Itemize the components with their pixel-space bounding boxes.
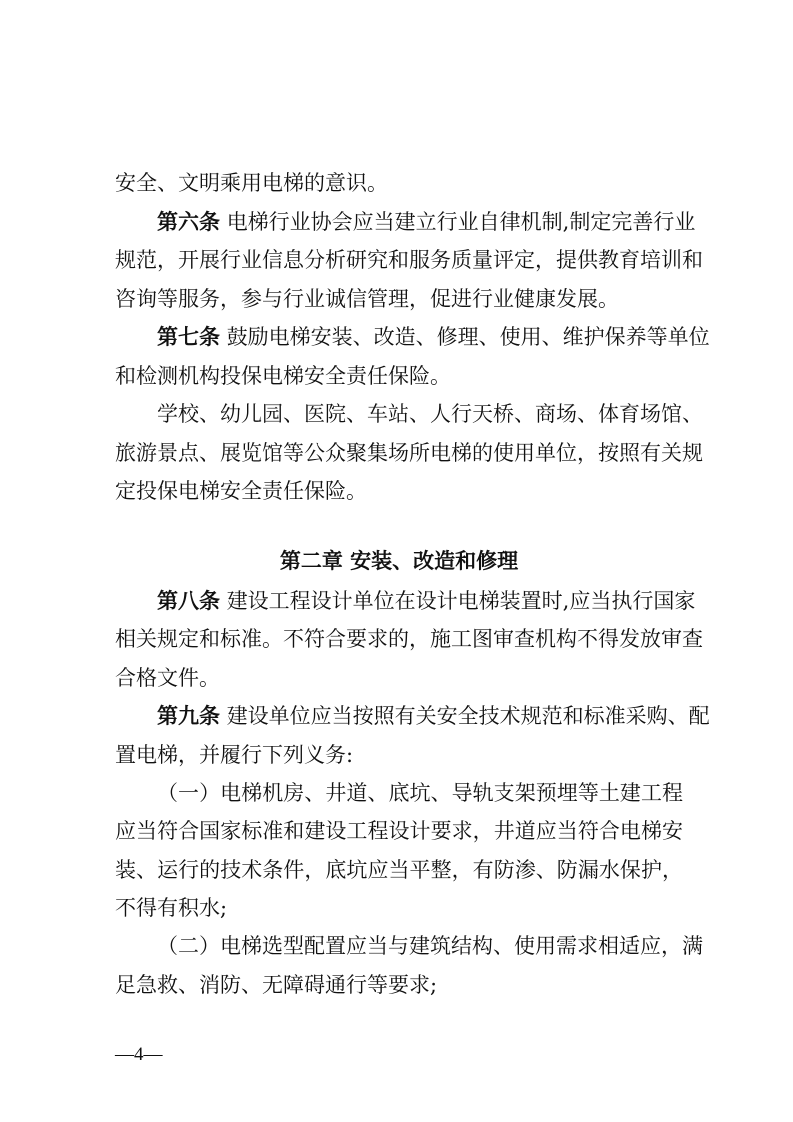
article-7-heading: 第七条: [157, 325, 220, 349]
body-line: 和检测机构投保电梯安全责任保险。: [115, 364, 451, 388]
list-item-2-line: （二）电梯选型配置应当与建筑结构、使用需求相适应，满: [157, 934, 703, 958]
list-item-1-line: （一）电梯机房、井道、底坑、导轨支架预埋等土建工程: [157, 781, 683, 805]
body-line: 相关规定和标准。不符合要求的，施工图审查机构不得发放审查: [115, 627, 703, 651]
body-line: 足急救、消防、无障碍通行等要求;: [115, 973, 438, 997]
article-6-line: [157, 210, 696, 234]
body-line: 应当符合国家标准和建设工程设计要求，井道应当符合电梯安: [115, 819, 683, 843]
body-line: 定投保电梯安全责任保险。: [115, 479, 367, 503]
article-6-text: 电梯行业协会应当建立行业自律机制,制定完善行业: [226, 210, 696, 234]
body-line: 装、运行的技术条件，底坑应当平整，有防渗、防漏水保护，: [115, 858, 683, 882]
article-7-text: 鼓励电梯安装、改造、修理、使用、维护保养等单位: [226, 325, 710, 349]
body-line: 学校、幼儿园、医院、车站、人行天桥、商场、体育场馆、: [157, 402, 703, 426]
body-line: 置电梯，并履行下列义务:: [115, 743, 354, 767]
article-9-heading: 第九条: [157, 704, 220, 728]
chapter-heading: 第二章 安装、改造和修理: [279, 549, 519, 573]
body-line: 咨询等服务，参与行业诚信管理，促进行业健康发展。: [115, 287, 619, 311]
article-6-heading: 第六条: [157, 210, 220, 234]
body-line: 合格文件。: [115, 666, 220, 690]
body-line: 不得有积水;: [115, 896, 228, 920]
body-line: 安全、文明乘用电梯的意识。: [115, 171, 388, 195]
body-line: 旅游景点、展览馆等公众聚集场所电梯的使用单位，按照有关规: [115, 441, 703, 465]
article-7-line: [157, 325, 710, 349]
article-8-line: [157, 589, 696, 613]
article-9-line: [157, 704, 710, 728]
body-line: 规范，开展行业信息分析研究和服务质量评定，提供教育培训和: [115, 248, 703, 272]
article-8-heading: 第八条: [157, 589, 220, 613]
page-number: —4—: [115, 1044, 163, 1065]
article-8-text: 建设工程设计单位在设计电梯装置时,应当执行国家: [226, 589, 696, 613]
article-9-text: 建设单位应当按照有关安全技术规范和标准采购、配: [226, 704, 710, 728]
